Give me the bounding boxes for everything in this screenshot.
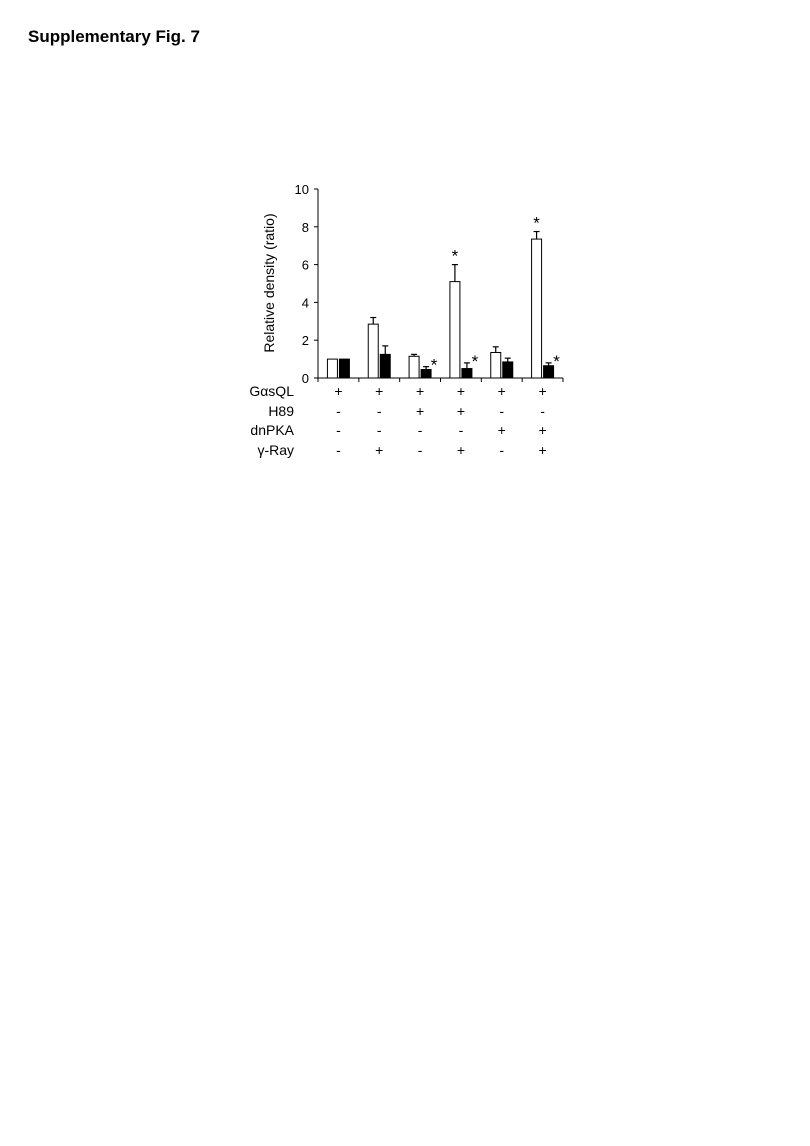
condition-mark: + [538, 422, 547, 438]
condition-label: GαsQL [249, 383, 294, 399]
bar-open [532, 239, 542, 378]
condition-mark: + [375, 442, 384, 458]
condition-mark: + [456, 442, 466, 458]
y-tick-label: 0 [301, 371, 309, 386]
condition-mark: - [336, 403, 341, 419]
y-tick-label: 8 [301, 219, 309, 235]
condition-label: γ-Ray [257, 442, 294, 458]
bar-filled [462, 369, 472, 378]
page-title: Supplementary Fig. 7 [28, 27, 200, 46]
condition-mark: - [499, 442, 505, 458]
condition-label: H89 [268, 403, 294, 419]
condition-mark: + [456, 403, 466, 419]
chart-axes [295, 182, 563, 386]
condition-mark: + [415, 383, 425, 399]
y-tick-label: 2 [301, 333, 309, 349]
condition-mark: - [336, 422, 341, 438]
condition-mark: - [417, 422, 423, 438]
significance-mark: * [553, 351, 560, 371]
bar-filled [503, 362, 513, 378]
condition-mark: - [376, 403, 382, 419]
condition-mark: + [497, 422, 506, 438]
condition-table [249, 383, 546, 458]
bar-filled [380, 354, 390, 378]
bar-filled [544, 366, 554, 378]
y-tick-label: 6 [301, 257, 309, 273]
bar-open [368, 324, 378, 378]
condition-mark: - [499, 403, 505, 419]
condition-mark: - [376, 422, 382, 438]
y-tick-label: 10 [294, 182, 309, 197]
bar-open [450, 282, 460, 378]
condition-mark: + [375, 383, 384, 399]
condition-mark: - [540, 403, 545, 419]
condition-mark: + [538, 383, 547, 399]
significance-mark: * [430, 355, 438, 375]
condition-mark: + [497, 383, 506, 399]
y-tick-label: 4 [301, 295, 309, 311]
bar-filled [339, 359, 349, 378]
condition-mark: - [336, 442, 341, 458]
condition-mark: + [415, 403, 425, 419]
significance-mark: * [471, 351, 479, 371]
condition-mark: - [458, 422, 464, 438]
bar-open [409, 356, 419, 378]
significance-mark: * [451, 246, 459, 266]
bar-open [491, 352, 501, 378]
condition-mark: - [417, 442, 423, 458]
significance-mark: * [533, 213, 540, 233]
condition-mark: + [538, 442, 547, 458]
condition-mark: + [456, 383, 466, 399]
bar-open [327, 359, 337, 378]
y-axis-label: Relative density (ratio) [261, 213, 277, 353]
bar-filled [421, 369, 431, 378]
condition-mark: + [334, 383, 343, 399]
chart-marks [327, 214, 560, 378]
condition-label: dnPKA [250, 422, 294, 438]
